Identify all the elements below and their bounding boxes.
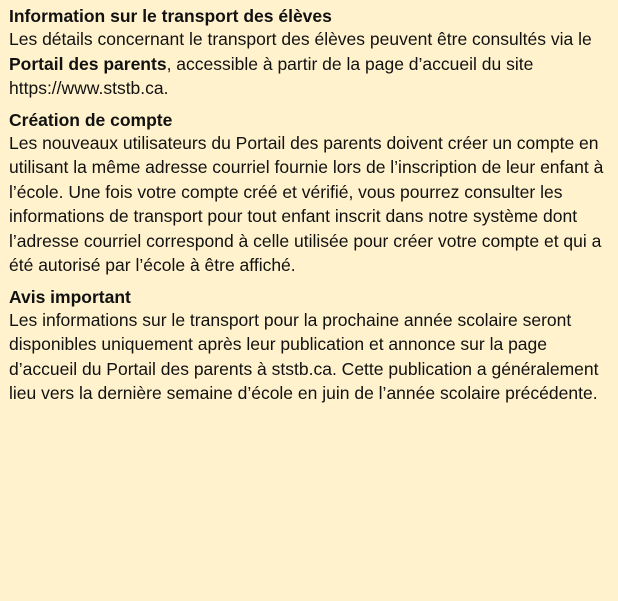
section-important-notice [9,287,610,406]
section-heading: Création de compte [9,109,173,130]
section-heading: Information sur le transport des élèves [9,6,332,26]
section-account-creation [9,110,610,278]
section-body [9,27,610,101]
section-body: Les informations sur le transport pour la prochaine année scolaire seront disponibles uniquement après leur publication et annonce sur la page d’accueil du Portail des parents à ststb.ca. Cette publication a généralement lieu vers la dernière semaine d’école en juin de l’année scolaire précédente. [9,309,599,403]
body-text-start: Les détails concernant le transport des élèves peuvent être consultés via le [9,29,592,49]
section-body: Les nouveaux utilisateurs du Portail des parents doivent créer un compte en utilisant la même adresse courriel fournie lors de l’inscription de leur enfant à l’école. Une fois votre compte créé et vérifié, vous pourrez consulter les informations de transport pour tout enfant inscrit dans notre système dont l’adresse courriel correspond à celle utilisée pour créer votre compte et qui a été autorisé par l’école à être affiché. [9,132,604,275]
section-heading: Avis important [9,286,131,307]
section-transport-info [9,6,610,101]
body-text-end: , accessible à partir de la page d’accueil du site https://www.ststb.ca. [9,53,534,98]
parent-portal-emphasis: Portail des parents [9,53,167,74]
